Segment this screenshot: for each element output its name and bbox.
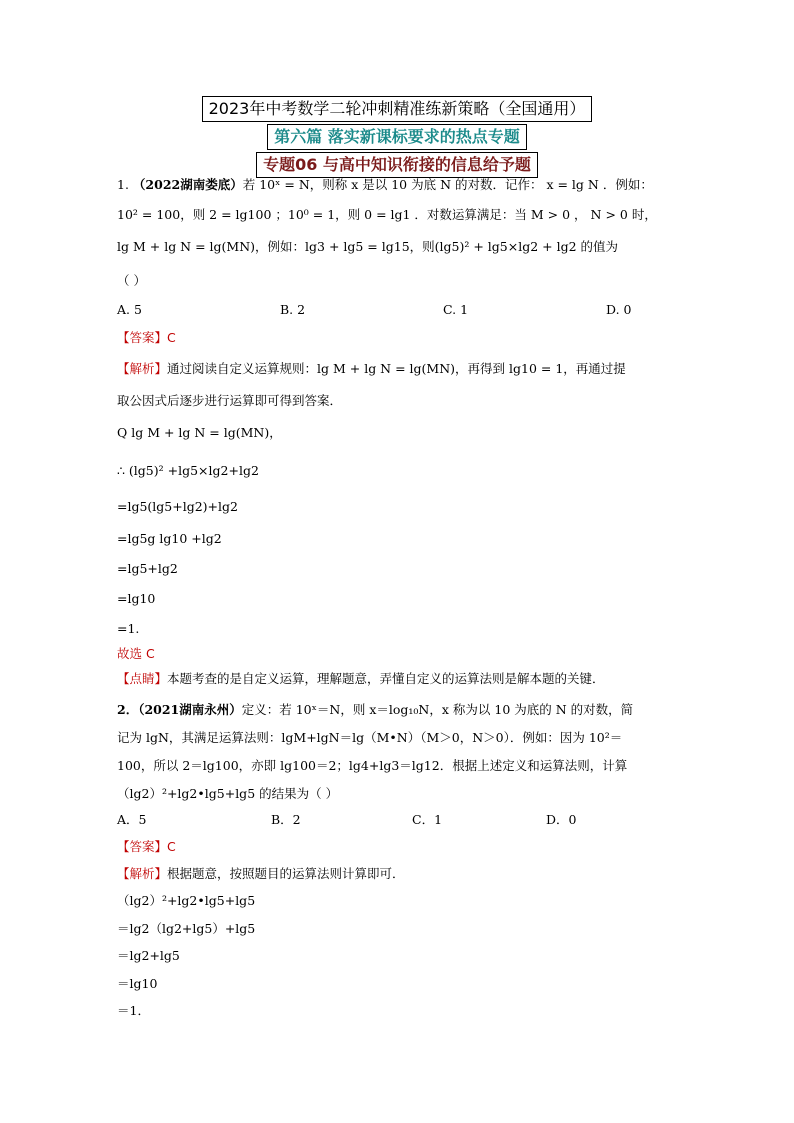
q1-number: 1. <box>117 177 129 192</box>
q2-step-4: ＝lg10 <box>117 976 158 991</box>
q1-analysis-text1: 通过阅读自定义运算规则：lg M + lg N = lg(MN)，再得到 lg10 = 1，再通过提 <box>167 361 626 376</box>
q1-text-line2: 10² = 100，则 2 = lg100 ；10⁰ = 1，则 0 = lg1 ．对数运算满足：当 M > 0 ， N > 0 时， <box>117 207 657 222</box>
q2-analysis <box>117 865 405 883</box>
q1-step-6: =lg10 <box>117 591 156 606</box>
q1-answer <box>117 329 176 347</box>
q1-comment-text: 本题考查的是自定义运算，理解题意，弄懂自定义的运算法则是解本题的关键． <box>167 671 605 686</box>
q2-step-3: ＝lg2+lg5 <box>117 948 180 963</box>
q1-text-line3: lg M + lg N = lg(MN)，例如：lg3 + lg5 = lg15，则(lg5)² + lg5×lg2 + lg2 的值为 <box>117 239 619 254</box>
q2-line1 <box>117 701 633 719</box>
q1-step-7: =1. <box>117 621 140 636</box>
q1-analysis-line1 <box>117 360 626 378</box>
q2-option-a: A．5 <box>117 812 147 827</box>
q2-step-5: ＝1． <box>117 1003 150 1018</box>
q1-answer-label: 【答案】 <box>117 330 168 345</box>
q1-step-2: ∴ (lg5)² +lg5×lg2+lg2 <box>117 463 259 478</box>
q1-text-line1: 若 10ˣ = N，则称 x 是以 10 为底 N 的对数．记作： x = lg N ．例如： <box>242 177 653 192</box>
q1-analysis-line2: 取公因式后逐步进行运算即可得到答案． <box>117 393 343 408</box>
q1-comment-label: 【点睛】 <box>117 671 168 686</box>
q1-step-5: =lg5+lg2 <box>117 561 178 576</box>
q2-option-d: D．0 <box>546 812 577 827</box>
q1-source: （2022湖南娄底） <box>132 177 243 192</box>
q1-paren: （ ） <box>117 273 146 288</box>
q1-option-d: D. 0 <box>606 302 632 317</box>
q1-step-3: =lg5(lg5+lg2)+lg2 <box>117 499 238 514</box>
q2-option-c: C．1 <box>412 812 443 827</box>
q1-analysis-label: 【解析】 <box>117 361 168 376</box>
q1-comment <box>117 670 605 688</box>
q2-text-line1: 定义：若 10ˣ＝N，则 x＝log₁₀N，x 称为以 10 为底的 N 的对数，简 <box>241 702 634 717</box>
q2-analysis-text: 根据题意，按照题目的运算法则计算即可． <box>167 866 405 881</box>
q1-step-1: Q lg M + lg N = lg(MN)， <box>117 425 282 440</box>
document-title: 2023年中考数学二轮冲刺精准练新策略（全国通用） <box>202 96 593 122</box>
q2-analysis-label: 【解析】 <box>117 866 168 881</box>
q1-option-b: B. 2 <box>280 302 306 317</box>
q2-answer <box>117 838 176 856</box>
q2-step-1: （lg2）²+lg2•lg5+lg5 <box>117 893 256 908</box>
q2-text-line4: （lg2）²+lg2•lg5+lg5 的结果为（ ） <box>117 786 339 801</box>
q2-text-line3: 100，所以 2＝lg100，亦即 lg100＝2；lg4+lg3＝lg12．根据上述定义和运算法则，计算 <box>117 758 628 773</box>
q2-number: 2． <box>117 702 139 717</box>
q1-option-a: A. 5 <box>117 302 142 317</box>
q1-line1 <box>117 176 653 194</box>
title-block <box>0 96 794 178</box>
section-subtitle: 第六篇 落实新课标要求的热点专题 <box>267 124 527 150</box>
q1-conclusion: 故选 C <box>117 646 155 661</box>
q2-answer-value: C <box>167 839 176 854</box>
q2-answer-label: 【答案】 <box>117 839 168 854</box>
q2-step-2: ＝lg2（lg2+lg5）+lg5 <box>117 921 256 936</box>
topic-title: 专题06 与高中知识衔接的信息给予题 <box>256 152 538 178</box>
q2-text-line2: 记为 lgN，其满足运算法则：lgM+lgN＝lg（M•N）（M＞0，N＞0）．例如：因为 10²＝ <box>117 730 623 745</box>
q2-source: （2021湖南永州） <box>138 702 242 717</box>
q1-step-4: =lg5g lg10 +lg2 <box>117 531 222 546</box>
q1-answer-value: C <box>167 330 176 345</box>
q2-option-b: B．2 <box>271 812 301 827</box>
q1-option-c: C. 1 <box>443 302 469 317</box>
